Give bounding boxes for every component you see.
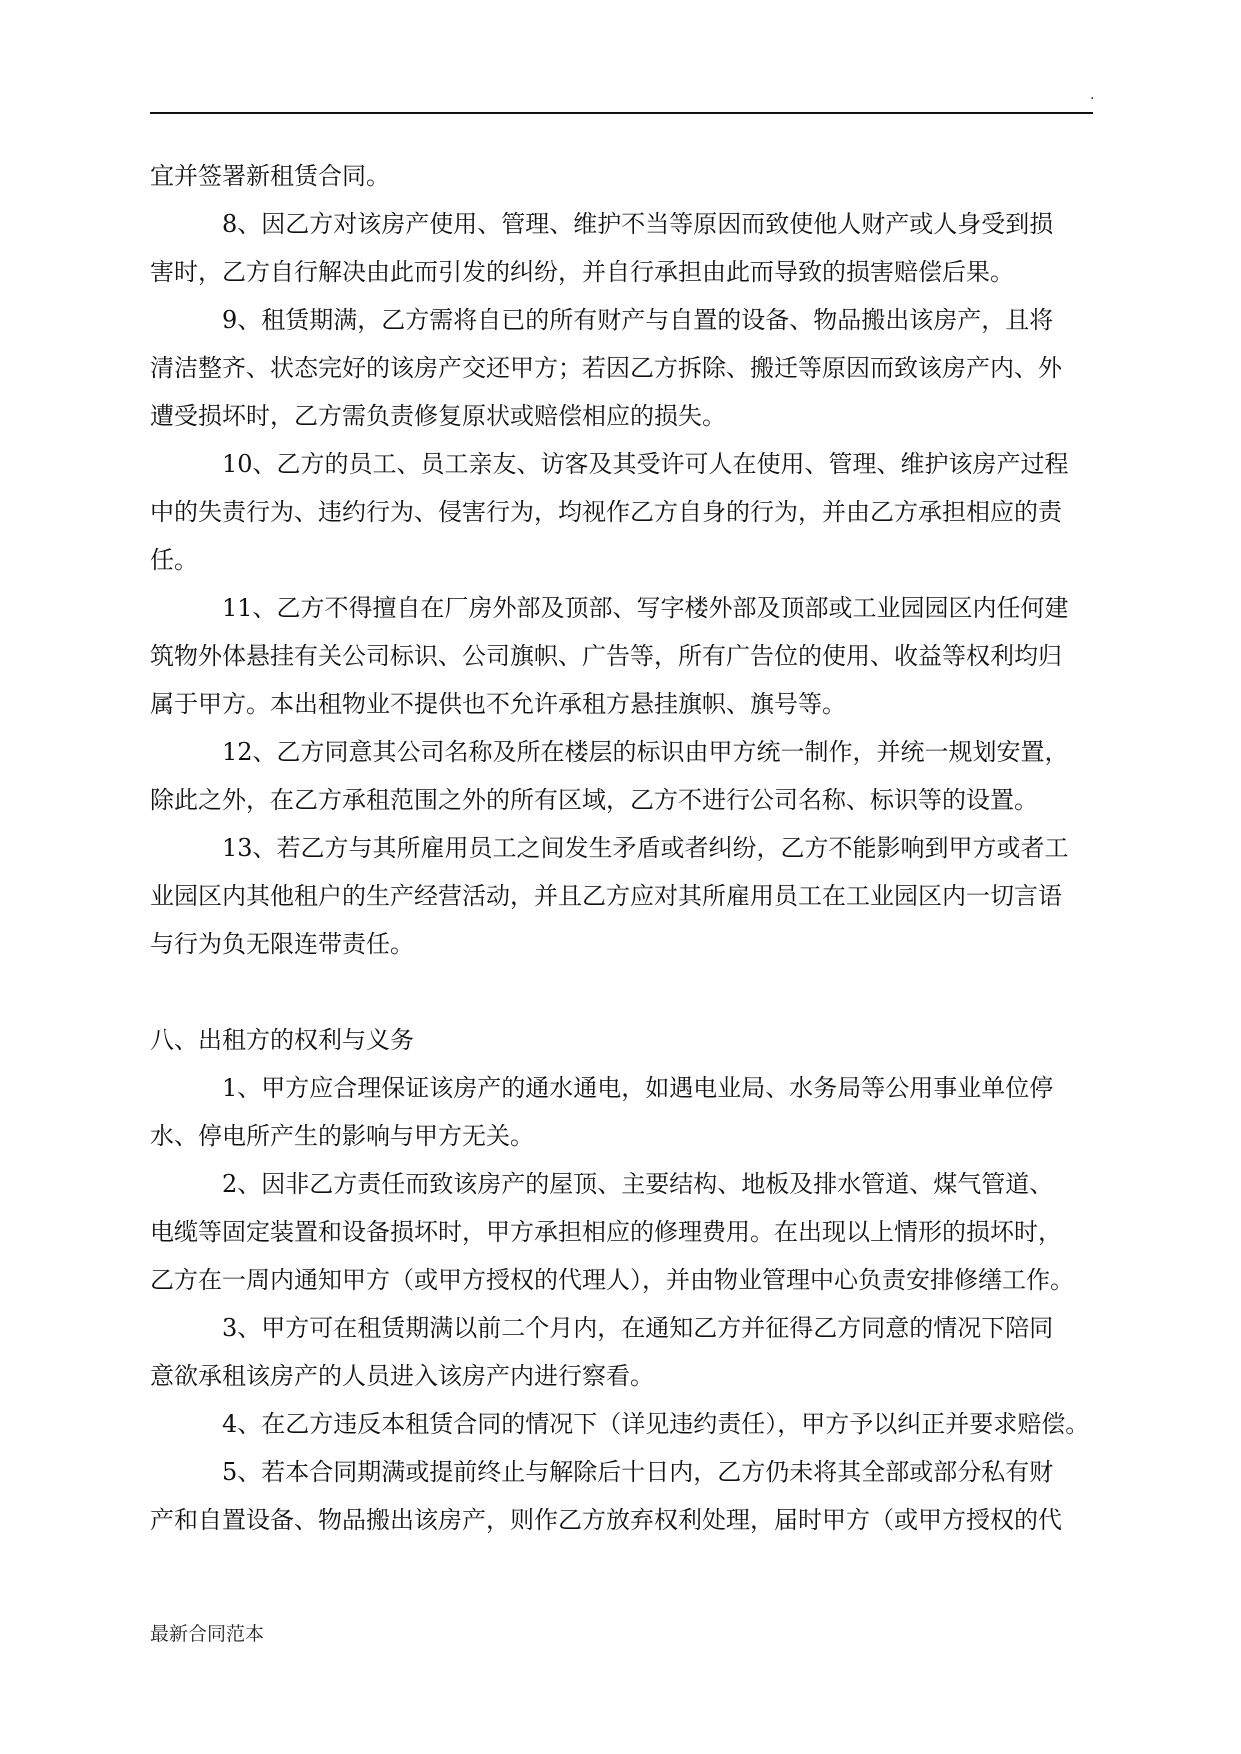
paragraph-12-line-2: 除此之外，在乙方承租范围之外的所有区域，乙方不进行公司名称、标识等的设置。 xyxy=(150,786,1038,814)
header-mark: . xyxy=(1090,87,1095,103)
paragraph-13-line-3: 与行为负无限连带责任。 xyxy=(150,930,414,958)
document-body xyxy=(150,152,1100,1544)
clause-3-line-2: 意欲承租该房产的人员进入该房产内进行察看。 xyxy=(150,1362,654,1390)
clause-2-line-2: 电缆等固定装置和设备损坏时，甲方承担相应的修理费用。在出现以上情形的损坏时， xyxy=(150,1218,1062,1246)
clause-2-line-3: 乙方在一周内通知甲方（或甲方授权的代理人），并由物业管理中心负责安排修缮工作。 xyxy=(150,1266,1074,1294)
paragraph-10-line-3: 任。 xyxy=(150,546,198,574)
paragraph-13-line-1: 13、若乙方与其所雇用员工之间发生矛盾或者纠纷，乙方不能影响到甲方或者工 xyxy=(222,834,1069,862)
paragraph-11-line-2: 筑物外体悬挂有关公司标识、公司旗帜、广告等，所有广告位的使用、收益等权利均归 xyxy=(150,642,1062,670)
paragraph-11-line-1: 11、乙方不得擅自在厂房外部及顶部、写字楼外部及顶部或工业园园区内任何建 xyxy=(222,594,1069,622)
section-gap xyxy=(150,968,1100,1016)
text-line: 宜并签署新租赁合同。 xyxy=(150,162,390,190)
clause-1-line-2: 水、停电所产生的影响与甲方无关。 xyxy=(150,1122,534,1150)
paragraph-10-line-1: 10、乙方的员工、员工亲友、访客及其受许可人在使用、管理、维护该房产过程 xyxy=(222,450,1069,478)
paragraph-12-line-1: 12、乙方同意其公司名称及所在楼层的标识由甲方统一制作，并统一规划安置， xyxy=(222,738,1069,766)
paragraph-9-line-3: 遭受损坏时，乙方需负责修复原状或赔偿相应的损失。 xyxy=(150,402,726,430)
paragraph-10-line-2: 中的失责行为、违约行为、侵害行为，均视作乙方自身的行为，并由乙方承担相应的责 xyxy=(150,498,1062,526)
paragraph-8-line-1: 8、因乙方对该房产使用、管理、维护不当等原因而致使他人财产或人身受到损 xyxy=(222,210,1054,238)
paragraph-8-line-2: 害时，乙方自行解决由此而引发的纠纷，并自行承担由此而导致的损害赔偿后果。 xyxy=(150,258,1014,286)
paragraph-11-line-3: 属于甲方。本出租物业不提供也不允许承租方悬挂旗帜、旗号等。 xyxy=(150,690,846,718)
header-rule xyxy=(150,112,1093,114)
section-heading: 八、出租方的权利与义务 xyxy=(150,1026,414,1054)
paragraph-9-line-2: 清洁整齐、状态完好的该房产交还甲方；若因乙方拆除、搬迁等原因而致该房产内、外 xyxy=(150,354,1062,382)
paragraph-9-line-1: 9、租赁期满，乙方需将自已的所有财产与自置的设备、物品搬出该房产，且将 xyxy=(222,306,1054,334)
clause-3-line-1: 3、甲方可在租赁期满以前二个月内，在通知乙方并征得乙方同意的情况下陪同 xyxy=(222,1314,1054,1342)
footer-text: 最新合同范本 xyxy=(150,1623,265,1645)
clause-5-line-1: 5、若本合同期满或提前终止与解除后十日内，乙方仍未将其全部或部分私有财 xyxy=(222,1458,1054,1486)
clause-1-line-1: 1、甲方应合理保证该房产的通水通电，如遇电业局、水务局等公用事业单位停 xyxy=(222,1074,1054,1102)
paragraph-13-line-2: 业园区内其他租户的生产经营活动，并且乙方应对其所雇用员工在工业园区内一切言语 xyxy=(150,882,1062,910)
clause-4-line-1: 4、在乙方违反本租赁合同的情况下（详见违约责任），甲方予以纠正并要求赔偿。 xyxy=(222,1410,1090,1438)
clause-2-line-1: 2、因非乙方责任而致该房产的屋顶、主要结构、地板及排水管道、煤气管道、 xyxy=(222,1170,1054,1198)
clause-5-line-2: 产和自置设备、物品搬出该房产，则作乙方放弃权利处理，届时甲方（或甲方授权的代 xyxy=(150,1506,1062,1534)
